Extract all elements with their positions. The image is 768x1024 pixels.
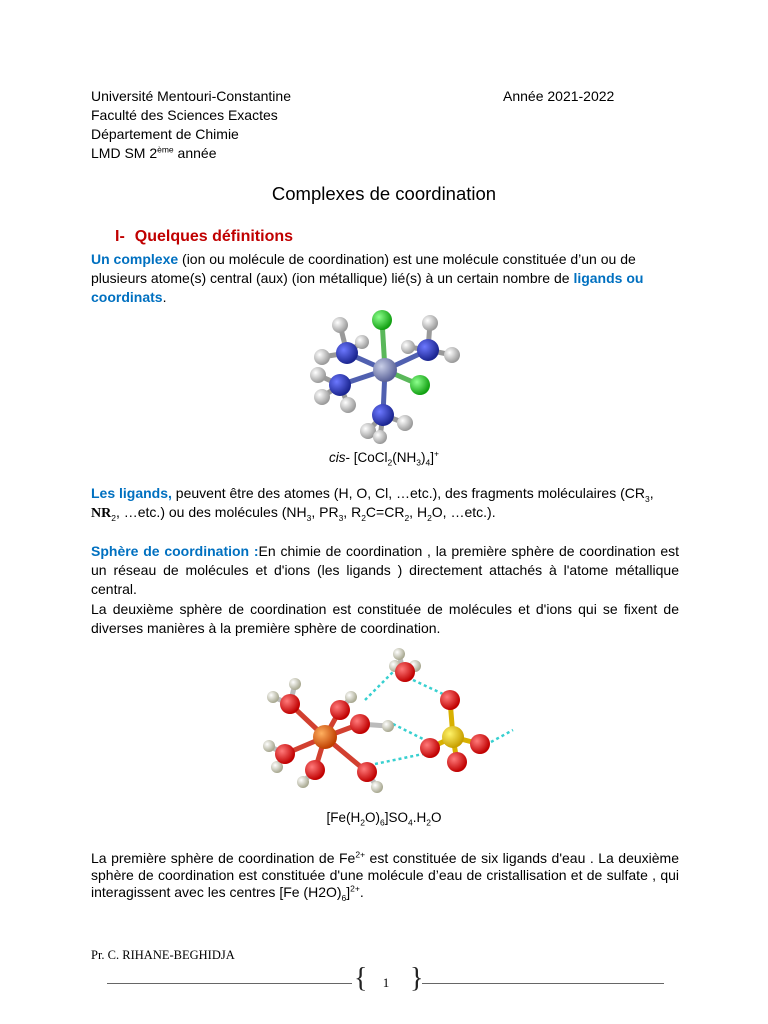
figure1-caption: cis- $[CoCl_2(NH_3)_4]^+$ (329, 448, 439, 468)
academic-year: Année 2021-2022 (503, 88, 615, 104)
page-title: Complexes de coordination (271, 183, 497, 204)
university-name: Université Mentouri-Constantine (91, 88, 291, 104)
sphere-paragraph-2: La deuxième sphère de coordination est constituée de molécules et d'ions qui se fixent de diverses manières à la première sphère de coordination. (91, 601, 679, 636)
ligands-term: ligands ou coordinats (91, 270, 644, 305)
header-block (91, 87, 291, 163)
footer-rule-right (422, 983, 664, 984)
complexe-term: Un complexe (91, 251, 179, 267)
page-brace-left: { (354, 963, 368, 994)
footer-rule-left (107, 983, 352, 984)
fe-h2o6-so4-structure-image (255, 642, 520, 802)
figure2-caption: $[Fe(H_2O)_6]SO_4.H_2O$ (326, 810, 442, 828)
level-label: LMD SM 2ème année (91, 144, 217, 161)
sphere-paragraph: Sphère de coordination :En chimie de coordination , la première sphère de coordination est un réseau de molécules et d'ions (les ligands ) directement attachés à l'atome métallique central. (91, 543, 680, 597)
section-number: I- (115, 228, 125, 245)
section-heading (115, 228, 293, 246)
footer-author: Pr. C. RIHANE-BEGHIDJA (91, 948, 235, 962)
ligands-paragraph: Les ligands, peuvent être des atomes (H, O, Cl, …etc.), des fragments moléculaires ($CR_3$, $NR_2$, …etc.) ou des molécules ($NH_3$, $PR_3$, $R_2C=CR_2$, $H_2O$, …etc.). (91, 485, 654, 523)
cocl2-nh3-molecule-image (300, 305, 470, 445)
closing-paragraph: La première sphère de coordination de $Fe^{2+}$ est constituée de six ligands d'eau . La deuxième sphère de coordination est constituée d'une molécule d’eau de cristallisation et de sulfate , qui interagissent avec les centres [Fe $(H2O)_6]^{2+}$. (91, 849, 679, 903)
faculty-name: Faculté des Sciences Exactes (91, 107, 278, 123)
department-name: Département de Chimie (91, 126, 239, 142)
page-brace-right: } (410, 963, 424, 994)
page-number: 1 (382, 975, 390, 990)
sphere-term: Sphère de coordination : (91, 543, 259, 559)
complexe-paragraph: Un complexe (ion ou molécule de coordination) est une molécule constituée d’un ou de plusieurs atome(s) central (aux) (ion métallique) lié(s) à un certain nombre de ligands ou coordinats. (91, 251, 644, 305)
section-label: Quelques définitions (134, 228, 294, 245)
ligands-term-heading: Les ligands, (91, 485, 172, 501)
